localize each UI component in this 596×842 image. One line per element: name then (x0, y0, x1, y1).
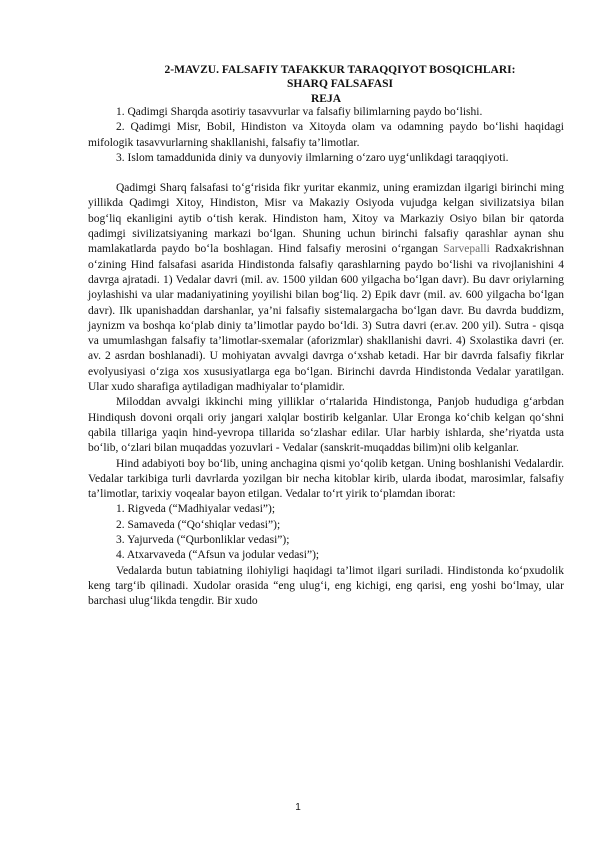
paragraph-4: Vedalarda butun tabiatning ilohiyligi haqidagi ta’limot ilgari suriladi. Hindistonda ko‘pxudolik keng targ‘ib qilinadi. Xudolar orasida “eng ulug‘i, eng kichigi, eng qarisi, eng yoshi bo‘lmay, ular barchasi ulug‘likda tengdir. Bir xudo (88, 564, 564, 608)
paragraph-1-text-a: Qadimgi Sharq falsafasi to‘g‘risida fikr yuritar ekanmiz, uning eramizdan ilgarigi birinchi ming yillikda Qadimgi Xitoy, Hindiston, Misr va Makaziy Osiyoda vujudga kelgan sivilizatsiya bilan bog‘liq ekanligini aytib o‘tish kerak. Hindiston ham, Xitoy va Markaziy Osiyo bilan bir qatorda qadimgi sivilizatsiyaning markazi bo‘lgan. Shuning uchun birinchi falsafiy qarashlar aynan shu mamlakatlarda paydo bo‘la boshlagan. Hind falsafiy merosini o‘rgangan (88, 182, 564, 256)
paragraph-3: Hind adabiyoti boy bo‘lib, uning anchagina qismi yo‘qolib ketgan. Uning boshlanishi Vedalardir. Vedalar tarkibiga turli davrlarda yozilgan bir necha kitoblar kirib, ularda ibodat, marosimlar, falsafiy ta’limotlar, tarixiy voqealar bayon etilgan. Vedalar to‘rt yirik to‘plamdan iborat: (88, 457, 564, 501)
list-item: 3. Yajurveda (“Qurbonliklar vedasi”); (116, 534, 290, 547)
paragraph-1 (88, 181, 564, 395)
title-line-1: 2-MAVZU. FALSAFIY TAFAKKUR TARAQQIYOT BOSQICHLARI: (164, 64, 516, 76)
plan-heading: REJA (310, 93, 342, 105)
document-body (88, 105, 564, 610)
vedas-list (88, 502, 564, 563)
plan-item: 3. Islom tamaddunida diniy va dunyoviy ilmlarning o‘zaro uyg‘unlikdagi taraqqiyoti. (116, 151, 509, 164)
paragraph-2: Miloddan avvalgi ikkinchi ming yilliklar o‘rtalarida Hindistonga, Panjob hududiga g‘arbdan Hindiqush dovoni orqali oriy jangari xalqlar bostirib kelganlar. Ular Eronga ko‘chib kelgan qo‘shni qabila tillariga yaqin hind-yevropa tillarida so‘zlashar edilar. Ular harbiy ishlarda, she’riyatda usta bo‘lib, o‘zlari bilan muqaddas yozuvlari - Vedalar (sanskrit-muqaddas bilim)ni olib kelganlar. (88, 396, 564, 455)
list-item: 4. Atxarvaveda (“Afsun va jodular vedasi”); (116, 549, 320, 562)
page-number: 1 (295, 802, 301, 813)
author-name: Sarvepalli (443, 243, 490, 256)
list-item: 2. Samaveda (“Qo‘shiqlar vedasi”); (116, 518, 281, 531)
list-item: 1. Rigveda (“Madhiyalar vedasi”); (116, 503, 276, 516)
paragraph-1-text-b: Radxakrishnan o‘zining Hind falsafasi asarida Hindistonda falsafiy qarashlarning paydo bo‘lishi va rivojlanishini 4 davrga ajratadi. 1) Vedalar davri (mil. av. 1500 yildan 600 yilgacha bo‘lgan davr). Bu davr oriylarning joylashishi va ular madaniyatining yoyilishi bilan bog‘liq. 2) Epik davr (mil. av. 600 yilgacha bo‘lgan davr). Ilk upanishaddan darshanlar, ya’ni falsafiy sistemalargacha bo‘lgan davr. Bu davrda buddizm, jaynizm va boshqa ko‘plab diniy ta’limotlar paydo bo‘ldi. 3) Sutra davri (er.av. 200 yil). Sutra - qisqa va umumlashgan falsafiy ta’limotlar-sxemalar (aforizmlar) shakllanishi davri. 4) Sxolastika davri (er. av. 2 asrdan boshlanadi). U mohiyatan avvalgi davrga o‘xshab ketadi. Har bir davrda falsafiy fikrlar evolyusiyasi o‘ziga xos xususiyatlarga ega bo‘lgan. Birinchi davrda Hindistonda Vedalar yaratilgan. Ular xudo sharafiga aytiladigan madhiyalar to‘plamidir. (88, 243, 564, 394)
spacer (88, 166, 564, 181)
plan-item: 2. Qadimgi Misr, Bobil, Hindiston va Xitoyda olam va odamning paydo bo‘lishi haqidagi mifologik tasavvurlarning shakllanishi, falsafiy ta’limotlar. (88, 121, 564, 149)
plan-item: 1. Qadimgi Sharqda asotiriy tasavvurlar va falsafiy bilimlarning paydo bo‘lishi. (116, 106, 483, 118)
title-line-2: SHARQ FALSAFASI (287, 77, 393, 90)
page-title (88, 64, 564, 91)
